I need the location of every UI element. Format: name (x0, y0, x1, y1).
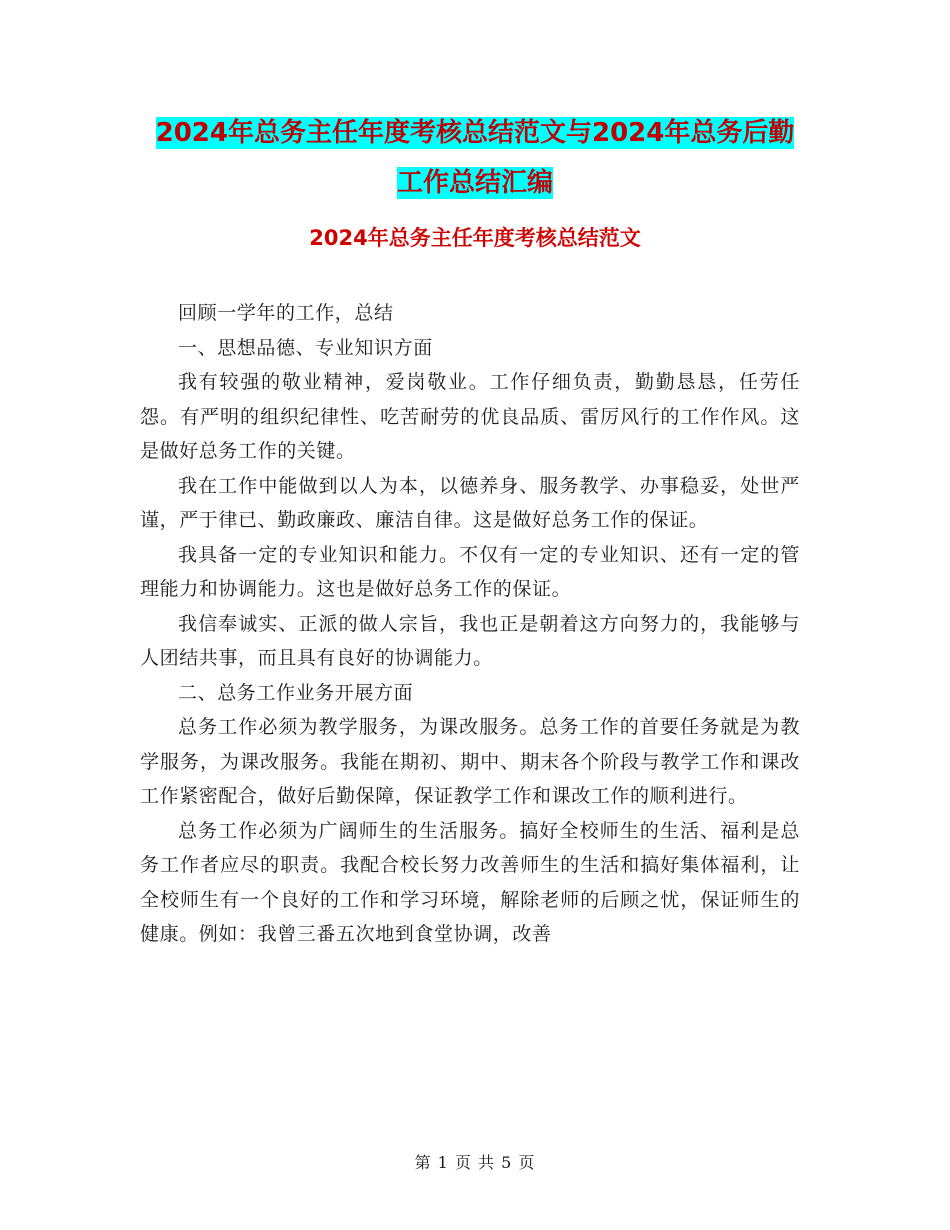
paragraph: 我具备一定的专业知识和能力。不仅有一定的专业知识、还有一定的管理能力和协调能力。这也是做好总务工作的保证。 (140, 543, 800, 600)
paragraph: 我在工作中能做到以人为本，以德养身、服务教学、办事稳妥，处世严谨，严于律已、勤政廉政、廉洁自律。这是做好总务工作的保证。 (140, 474, 800, 531)
paragraph: 总务工作必须为教学服务，为课改服务。总务工作的首要任务就是为教学服务，为课改服务。我能在期初、期中、期末各个阶段与教学工作和课改工作紧密配合，做好后勤保障，保证教学工作和课改工作的顺利进行。 (140, 716, 800, 807)
paragraph: 我信奉诚实、正派的做人宗旨，我也正是朝着这方向努力的，我能够与人团结共事，而且具有良好的协调能力。 (140, 612, 800, 669)
paragraph: 一、思想品德、专业知识方面 (178, 336, 433, 359)
section-title: 2024年总务主任年度考核总结范文 (309, 226, 641, 250)
paragraph: 总务工作必须为广阔师生的生活服务。搞好全校师生的生活、福利是总务工作者应尽的职责。我配合校长努力改善师生的生活和搞好集体福利，让全校师生有一个良好的工作和学习环境，解除老师的后顾之忧，保证师生的健康。例如：我曾三番五次地到食堂协调，改善 (140, 819, 800, 945)
document-title (140, 108, 810, 208)
paragraph: 我有较强的敬业精神，爱岗敬业。工作仔细负责，勤勤恳恳，任劳任怨。有严明的组织纪律性、吃苦耐劳的优良品质、雷厉风行的工作作风。这是做好总务工作的关键。 (140, 371, 800, 462)
title-line-1: 2024年总务主任年度考核总结范文与2024年总务后勤 (155, 118, 795, 148)
page-footer: 第 1 页 共 5 页 (414, 1153, 536, 1172)
paragraph: 回顾一学年的工作，总结 (178, 302, 394, 324)
paragraph: 二、总务工作业务开展方面 (178, 681, 414, 704)
document-body (140, 296, 800, 952)
title-line-2: 工作总结汇编 (396, 168, 553, 198)
